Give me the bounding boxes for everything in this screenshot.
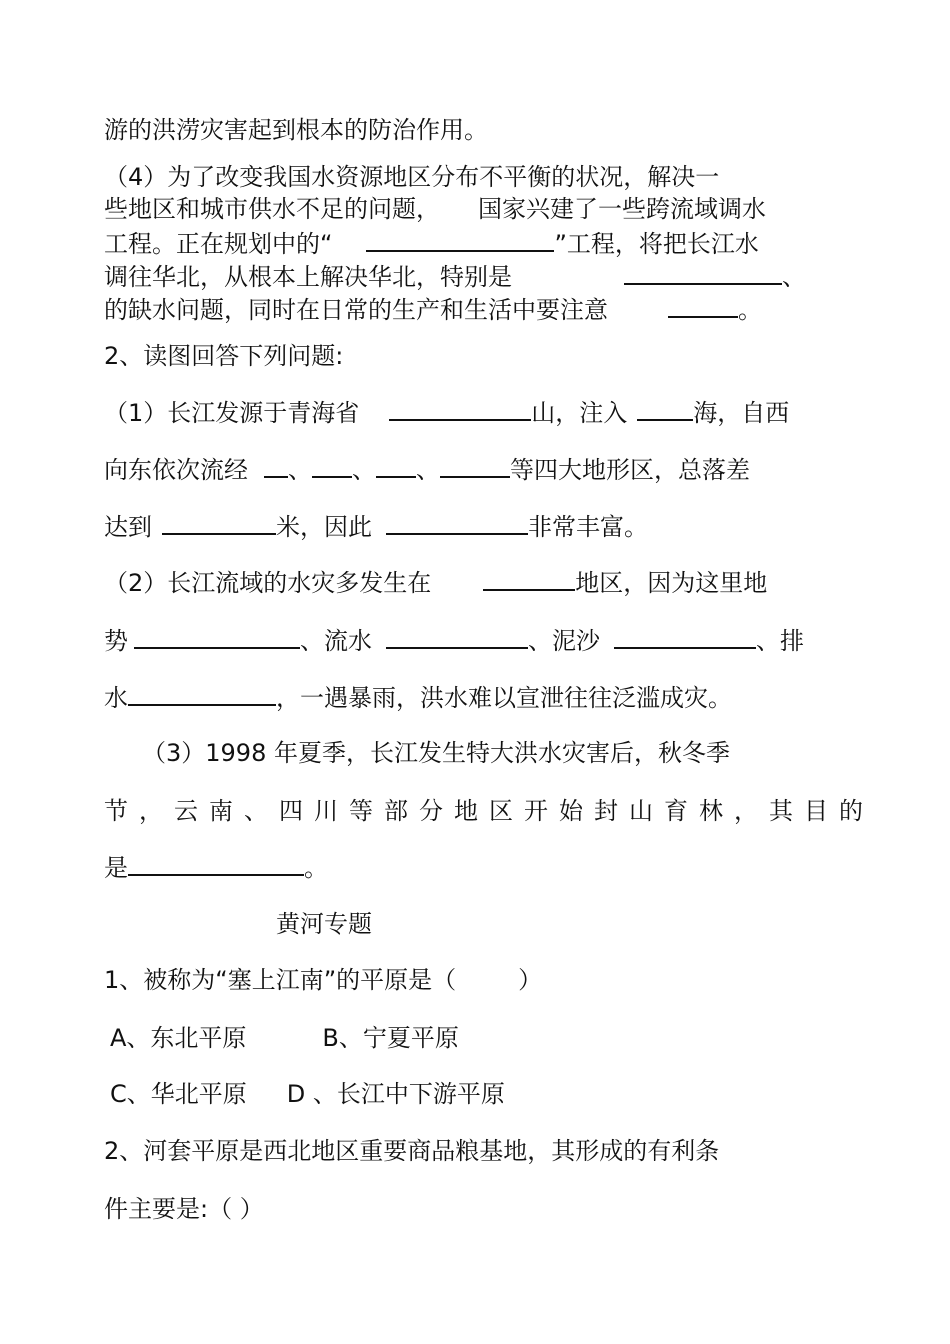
text: 些地区和城市供水不足的问题， [104, 195, 440, 223]
paragraph-continuation: 游的洪涝灾害起到根本的防治作用。 [104, 116, 488, 144]
blank-purpose[interactable] [128, 852, 304, 876]
text: 海，自西 [693, 399, 790, 427]
blank-water-flow[interactable] [386, 625, 528, 649]
text: （1）长江发源于青海省 [104, 399, 360, 427]
q3-line-3 [104, 852, 328, 883]
option-a: A、东北平原 [110, 1024, 247, 1052]
text: 等四大地形区，总落差 [510, 456, 750, 484]
blank-terrain-2[interactable] [312, 454, 352, 478]
blank-terrain-1[interactable] [264, 454, 288, 478]
text: 、 [352, 456, 376, 484]
text: 、流水 [300, 627, 372, 655]
text: 水 [104, 684, 128, 712]
blank-project-name[interactable] [366, 228, 554, 252]
text: 。 [738, 296, 762, 324]
q3-line-1: （3）1998 年夏季，长江发生特大洪水灾害后，秋冬季 [142, 739, 730, 767]
text: 米，因此 [276, 513, 372, 541]
yellow-river-q2-line-2: 件主要是:（ ） [104, 1195, 264, 1223]
blank-flood-area[interactable] [483, 567, 575, 591]
question-text: 1、被称为“塞上江南”的平原是（ [104, 966, 457, 994]
text: 。 [304, 854, 328, 882]
option-b: B、宁夏平原 [322, 1024, 459, 1052]
section-2-title: 2、读图回答下列问题: [104, 342, 344, 370]
text: 的缺水问题，同时在日常的生产和生活中要注意 [104, 296, 608, 324]
blank-terrain-4[interactable] [440, 454, 510, 478]
text: 、 [782, 263, 806, 291]
question-4-line-3 [104, 228, 759, 259]
q3-line-2: 节，云南、四川等部分地区开始封山育林，其目的 [104, 797, 874, 825]
text: （2）长江流域的水灾多发生在 [104, 569, 432, 597]
text: 、泥沙 [528, 627, 600, 655]
text: 、 [416, 456, 440, 484]
text: 达到 [104, 513, 152, 541]
q1-line-1 [104, 397, 789, 428]
text: ”工程，将把长江水 [554, 230, 759, 258]
q2-line-1 [104, 567, 767, 598]
question-4-line-5 [104, 294, 762, 325]
text: 非常丰富。 [528, 513, 648, 541]
text: 地区，因为这里地 [575, 569, 768, 597]
blank-attention[interactable] [668, 294, 738, 318]
blank-drainage[interactable] [128, 682, 276, 706]
q1-line-2 [104, 454, 750, 485]
text: 工程。正在规划中的“ [104, 230, 333, 258]
text: 势 [104, 627, 128, 655]
q2-line-3 [104, 682, 732, 713]
blank-sediment[interactable] [614, 625, 756, 649]
blank-terrain-3[interactable] [376, 454, 416, 478]
blank-resource[interactable] [386, 511, 528, 535]
question-4-line-1: （4）为了改变我国水资源地区分布不平衡的状况，解决一 [104, 163, 720, 191]
text: 调往华北，从根本上解决华北，特别是 [104, 263, 512, 291]
text: 、 [288, 456, 312, 484]
yellow-river-q1 [104, 965, 542, 995]
question-4-line-2 [104, 194, 766, 224]
q1-line-3 [104, 511, 648, 542]
yellow-river-q2-line-1: 2、河套平原是西北地区重要商品粮基地，其形成的有利条 [104, 1137, 720, 1165]
text: 是 [104, 854, 128, 882]
blank-mountain[interactable] [389, 397, 531, 421]
text: 、排 [756, 627, 804, 655]
options-row-2 [110, 1079, 505, 1109]
blank-sea[interactable] [637, 397, 693, 421]
blank-elevation-drop[interactable] [162, 511, 276, 535]
text: 国家兴建了一些跨流域调水 [478, 195, 766, 223]
text: 向东依次流经 [104, 456, 248, 484]
question-4-line-4 [104, 261, 806, 292]
text: ，一遇暴雨，洪水难以宣泄往往泛滥成灾。 [276, 684, 732, 712]
blank-region[interactable] [624, 261, 782, 285]
text: ） [518, 966, 543, 994]
section-heading: 黄河专题 [276, 910, 372, 938]
blank-terrain-feature[interactable] [134, 625, 300, 649]
option-c: C、华北平原 [110, 1080, 247, 1108]
options-row-1 [110, 1023, 459, 1053]
q2-line-2 [104, 625, 804, 656]
option-d: D 、长江中下游平原 [286, 1080, 505, 1108]
text: 山，注入 [531, 399, 628, 427]
